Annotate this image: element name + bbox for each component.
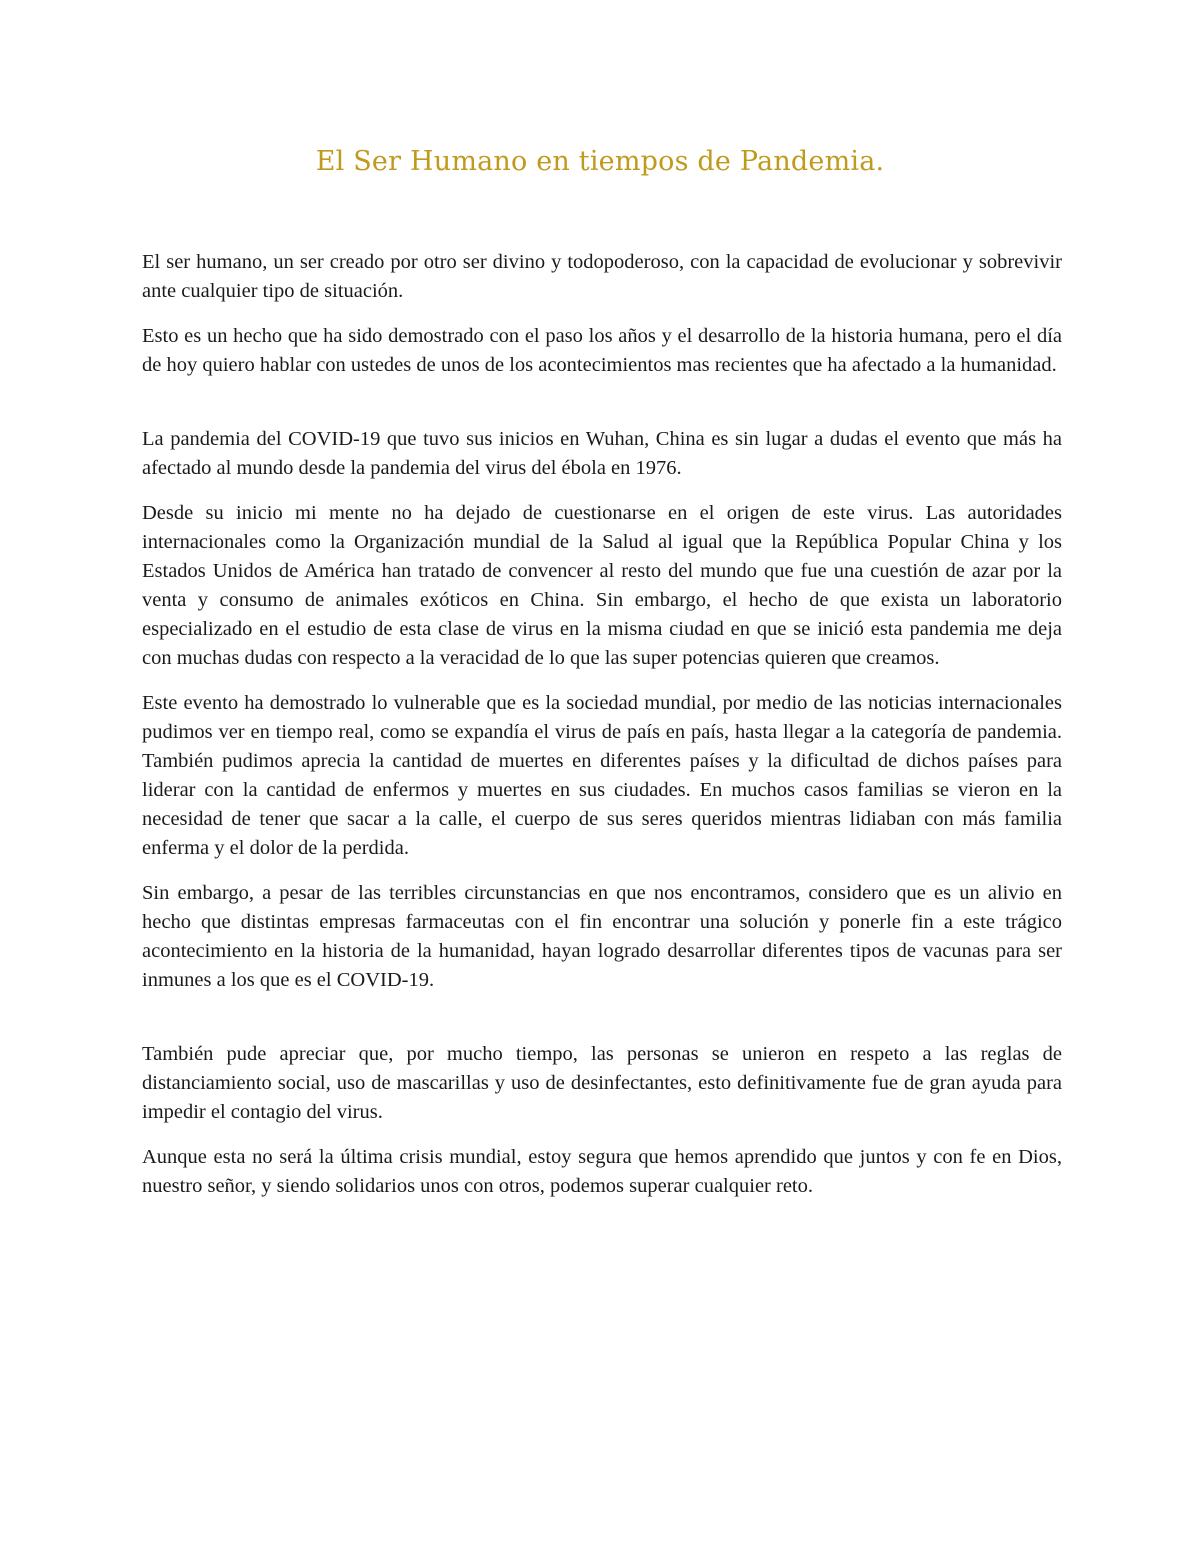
paragraph: La pandemia del COVID-19 que tuvo sus inicios en Wuhan, China es sin lugar a dudas el evento que más ha afectado al mundo desde la pandemia del virus del ébola en 1976. (142, 428, 1062, 479)
paragraph: Este evento ha demostrado lo vulnerable que es la sociedad mundial, por medio de las noticias internacionales pudimos ver en tiempo real, como se expandía el virus de país en país, hasta llegar a la categoría de pandemia. También pudimos aprecia la cantidad de muertes en diferentes países y la dificultad de dichos países para liderar con la cantidad de enfermos y muertes en sus ciudades. En muchos casos familias se vieron en la necesidad de tener que sacar a la calle, el cuerpo de sus seres queridos mientras lidiaban con más familia enferma y el dolor de la perdida. (142, 692, 1062, 859)
paragraph: También pude apreciar que, por mucho tiempo, las personas se unieron en respeto a las reglas de distanciamiento social, uso de mascarillas y uso de desinfectantes, esto definitivamente fue de gran ayuda para impedir el contagio del virus. (142, 1043, 1062, 1123)
paragraph: Aunque esta no será la última crisis mundial, estoy segura que hemos aprendido que juntos y con fe en Dios, nuestro señor, y siendo solidarios unos con otros, podemos superar cualquier reto. (142, 1146, 1062, 1197)
document-body (142, 248, 1062, 1217)
paragraph: Desde su inicio mi mente no ha dejado de cuestionarse en el origen de este virus. Las autoridades internacionales como la Organización mundial de la Salud al igual que la República Popular China y los Estados Unidos de América han tratado de convencer al resto del mundo que fue una cuestión de azar por la venta y consumo de animales exóticos en China. Sin embargo, el hecho de que exista un laboratorio especializado en el estudio de esta clase de virus en la misma ciudad en que se inició esta pandemia me deja con muchas dudas con respecto a la veracidad de lo que las super potencias quieren que creamos. (142, 502, 1062, 669)
document-title: El Ser Humano en tiempos de Pandemia. (315, 146, 885, 177)
paragraph: Sin embargo, a pesar de las terribles circunstancias en que nos encontramos, considero que es un alivio en hecho que distintas empresas farmaceutas con el fin encontrar una solución y ponerle fin a este trágico acontecimiento en la historia de la humanidad, hayan logrado desarrollar diferentes tipos de vacunas para ser inmunes a los que es el COVID-19. (142, 882, 1062, 991)
paragraph: El ser humano, un ser creado por otro ser divino y todopoderoso, con la capacidad de evolucionar y sobrevivir ante cualquier tipo de situación. (142, 251, 1062, 302)
paragraph: Esto es un hecho que ha sido demostrado con el paso los años y el desarrollo de la historia humana, pero el día de hoy quiero hablar con ustedes de unos de los acontecimientos mas recientes que ha afectado a la humanidad. (142, 325, 1062, 376)
